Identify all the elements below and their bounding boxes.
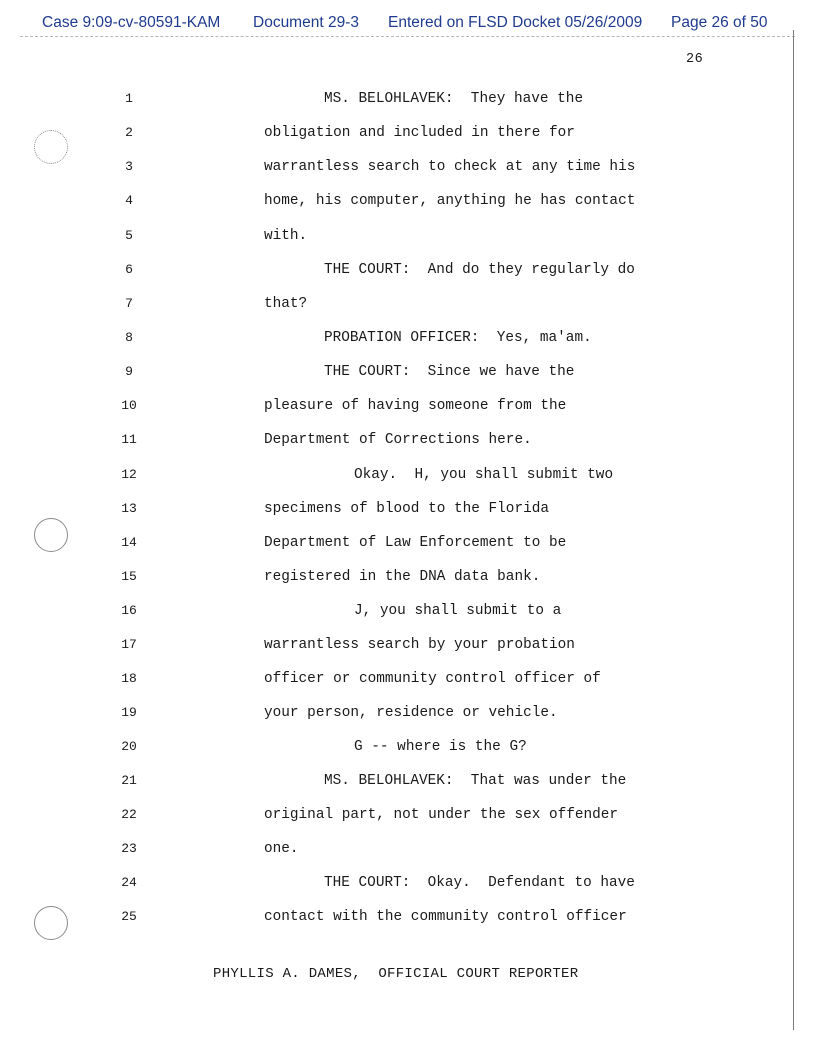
- line-number: 8: [125, 330, 133, 345]
- line-text: obligation and included in there for: [264, 125, 575, 141]
- transcript-line: [0, 769, 780, 793]
- line-text: PROBATION OFFICER: Yes, ma'am.: [324, 330, 592, 346]
- transcript-line: [0, 121, 780, 145]
- transcript-line: [0, 531, 780, 555]
- line-number: 5: [125, 228, 133, 243]
- line-number: 22: [121, 807, 137, 822]
- margin-rule: [793, 30, 794, 1030]
- docket-entry-date: Entered on FLSD Docket 05/26/2009: [388, 14, 643, 31]
- line-text: with.: [264, 228, 308, 244]
- page-count: Page 26 of 50: [671, 14, 768, 31]
- line-number: 15: [121, 569, 137, 584]
- line-number: 10: [121, 398, 137, 413]
- line-number: 21: [121, 773, 137, 788]
- line-number: 19: [121, 705, 137, 720]
- line-text: G -- where is the G?: [354, 739, 527, 755]
- line-text: THE COURT: Okay. Defendant to have: [324, 875, 635, 891]
- line-text: Okay. H, you shall submit two: [354, 467, 614, 483]
- transcript-line: [0, 735, 780, 759]
- transcript-line: [0, 87, 780, 111]
- line-text: officer or community control officer of: [264, 671, 601, 687]
- line-text: MS. BELOHLAVEK: That was under the: [324, 773, 627, 789]
- transcript-line: [0, 428, 780, 452]
- line-text: warrantless search to check at any time his: [264, 159, 636, 175]
- transcript-line: [0, 905, 780, 929]
- transcript-line: [0, 633, 780, 657]
- line-number: 16: [121, 603, 137, 618]
- case-number: Case 9:09-cv-80591-KAM: [42, 14, 221, 31]
- court-reporter-footer: PHYLLIS A. DAMES, OFFICIAL COURT REPORTER: [213, 966, 579, 982]
- line-text: warrantless search by your probation: [264, 637, 575, 653]
- transcript-line: [0, 292, 780, 316]
- line-number: 12: [121, 467, 137, 482]
- line-number: 3: [125, 159, 133, 174]
- transcript-line: [0, 224, 780, 248]
- transcript-line: [0, 189, 780, 213]
- line-text: registered in the DNA data bank.: [264, 569, 541, 585]
- line-number: 18: [121, 671, 137, 686]
- transcript-line: [0, 463, 780, 487]
- line-text: original part, not under the sex offender: [264, 807, 619, 823]
- transcript-line: [0, 497, 780, 521]
- document-number: Document 29-3: [253, 14, 359, 31]
- line-text: home, his computer, anything he has contact: [264, 193, 636, 209]
- line-number: 4: [125, 193, 133, 208]
- line-text: your person, residence or vehicle.: [264, 705, 558, 721]
- line-number: 1: [125, 91, 133, 106]
- transcript-line: [0, 394, 780, 418]
- transcript-line: [0, 360, 780, 384]
- line-number: 25: [121, 909, 137, 924]
- transcript-line: [0, 803, 780, 827]
- line-text: contact with the community control officer: [264, 909, 627, 925]
- line-text: J, you shall submit to a: [354, 603, 562, 619]
- transcript-line: [0, 667, 780, 691]
- transcript-line: [0, 258, 780, 282]
- line-text: pleasure of having someone from the: [264, 398, 567, 414]
- docket-header: [0, 14, 816, 38]
- line-number: 17: [121, 637, 137, 652]
- line-text: MS. BELOHLAVEK: They have the: [324, 91, 584, 107]
- transcript-line: [0, 565, 780, 589]
- line-number: 23: [121, 841, 137, 856]
- transcript-page-number: 26: [686, 52, 704, 67]
- line-number: 6: [125, 262, 133, 277]
- line-number: 11: [121, 432, 137, 447]
- line-text: Department of Corrections here.: [264, 432, 532, 448]
- line-text: one.: [264, 841, 299, 857]
- line-number: 20: [121, 739, 137, 754]
- transcript-line: [0, 599, 780, 623]
- transcript-line: [0, 871, 780, 895]
- transcript-line: [0, 701, 780, 725]
- line-number: 7: [125, 296, 133, 311]
- line-number: 9: [125, 364, 133, 379]
- transcript-line: [0, 155, 780, 179]
- line-text: Department of Law Enforcement to be: [264, 535, 567, 551]
- line-text: THE COURT: And do they regularly do: [324, 262, 635, 278]
- line-text: THE COURT: Since we have the: [324, 364, 575, 380]
- line-number: 13: [121, 501, 137, 516]
- header-divider: [20, 36, 795, 37]
- line-text: specimens of blood to the Florida: [264, 501, 549, 517]
- transcript-line: [0, 326, 780, 350]
- line-number: 14: [121, 535, 137, 550]
- line-number: 2: [125, 125, 133, 140]
- transcript-line: [0, 837, 780, 861]
- line-number: 24: [121, 875, 137, 890]
- line-text: that?: [264, 296, 308, 312]
